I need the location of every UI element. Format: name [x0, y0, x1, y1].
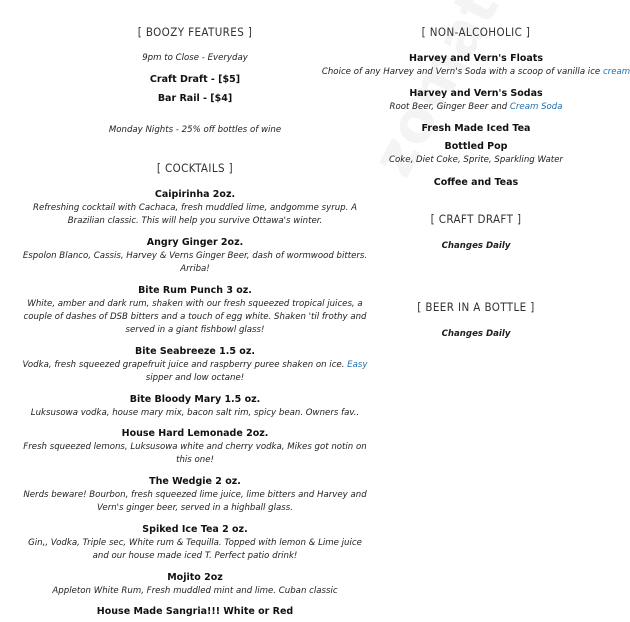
sodas-desc-text: Root Beer, Ginger Beer and: [389, 102, 510, 112]
floats-desc: [322, 66, 630, 79]
cocktail-desc: Refreshing cocktail with Cachaca, fresh muddled lime, andgomme syrup. A: [33, 203, 357, 213]
bar-rail-price: Bar Rail - [$4]: [157, 93, 233, 104]
monday-special: Monday Nights - 25% off bottles of wine: [108, 125, 282, 135]
floats-desc-text: Choice of any Harvey and Vern's Soda with a scoop of vanilla ice: [321, 67, 603, 77]
boozy-hours: 9pm to Close - Everyday: [142, 53, 248, 63]
craft-draft-header: [ CRAFT DRAFT ]: [430, 212, 522, 226]
cocktail-desc: Luksusowa vodka, house mary mix, bacon salt rim, spicy bean. Owners fav..: [30, 408, 360, 418]
floats-title: Harvey and Vern's Floats: [409, 53, 543, 64]
cocktails-header: [ COCKTAILS ]: [156, 161, 234, 175]
cocktail-name: Bite Rum Punch 3 oz.: [138, 285, 252, 296]
cocktail-desc: [23, 359, 368, 372]
cocktail-name: Caipirinha 2oz.: [154, 189, 236, 200]
cream-link[interactable]: cream: [602, 67, 630, 77]
cocktail-desc: Gin,, Vodka, Triple sec, White rum & Tequilla. Topped with lemon & Lime juice: [28, 538, 362, 548]
cocktail-name: Bite Seabreeze 1.5 oz.: [135, 346, 255, 357]
cocktail-desc: Nerds beware! Bourbon, fresh squeezed lime juice, lime bitters and Harvey and: [23, 490, 367, 500]
beer-bottle-note: Changes Daily: [441, 329, 511, 339]
non-alcoholic-header: [ NON-ALCOHOLIC ]: [421, 25, 531, 39]
coffee-and-teas: Coffee and Teas: [433, 177, 519, 188]
craft-draft-price: Craft Draft - [$5]: [149, 74, 241, 85]
cocktail-desc: Brazilian classic. This will help you survive Ottawa's winter.: [67, 216, 323, 226]
beer-in-a-bottle-header: [ BEER IN A BOTTLE ]: [417, 300, 535, 314]
cocktail-desc: this one!: [176, 455, 214, 465]
cocktail-desc-text: Vodka, fresh squeezed grapefruit juice and raspberry puree shaken on ice.: [22, 360, 348, 370]
bottled-pop-title: Bottled Pop: [444, 141, 508, 152]
boozy-features-header: [ BOOZY FEATURES ]: [137, 25, 253, 39]
cocktail-desc: sipper and low octane!: [145, 373, 245, 383]
cocktail-desc: Fresh squeezed lemons, Luksusowa white and cherry vodka, Mikes got notin on: [23, 442, 367, 452]
cocktail-desc: Vern's ginger beer, served in a highball glass.: [97, 503, 293, 513]
cocktail-desc: Arriba!: [180, 264, 210, 274]
cocktail-name: House Hard Lemonade 2oz.: [121, 428, 269, 439]
cocktail-name: Spiked Ice Tea 2 oz.: [142, 524, 248, 535]
cocktail-name: The Wedgie 2 oz.: [149, 476, 241, 487]
cocktail-name: House Made Sangria!!! White or Red: [96, 606, 294, 617]
bottled-pop-desc: Coke, Diet Coke, Sprite, Sparkling Water: [389, 155, 563, 165]
cocktail-name: Mojito 2oz: [167, 572, 223, 583]
cocktail-name: Angry Ginger 2oz.: [146, 237, 244, 248]
cocktail-desc: Espolon Blanco, Cassis, Harvey & Verns Ginger Beer, dash of wormwood bitters.: [22, 251, 368, 261]
cocktail-desc: Appleton White Rum, Fresh muddled mint and lime. Cuban classic: [52, 586, 338, 596]
sodas-title: Harvey and Vern's Sodas: [409, 88, 543, 99]
cocktail-desc: and our house made iced T. Perfect patio drink!: [92, 551, 298, 561]
easy-link[interactable]: Easy: [347, 360, 368, 370]
cream-soda-link[interactable]: Cream Soda: [509, 102, 563, 112]
sodas-desc: [389, 101, 562, 114]
cocktail-desc: couple of dashes of DSB bitters and a touch of egg white. Shaken 'til frothy and: [23, 312, 367, 322]
cocktail-name: Bite Bloody Mary 1.5 oz.: [129, 394, 261, 405]
iced-tea: Fresh Made Iced Tea: [421, 123, 531, 134]
cocktail-desc: served in a giant fishbowl glass!: [125, 325, 265, 335]
craft-draft-note: Changes Daily: [441, 241, 511, 251]
cocktail-desc: White, amber and dark rum, shaken with our fresh squeezed tropical juices, a: [27, 299, 363, 309]
